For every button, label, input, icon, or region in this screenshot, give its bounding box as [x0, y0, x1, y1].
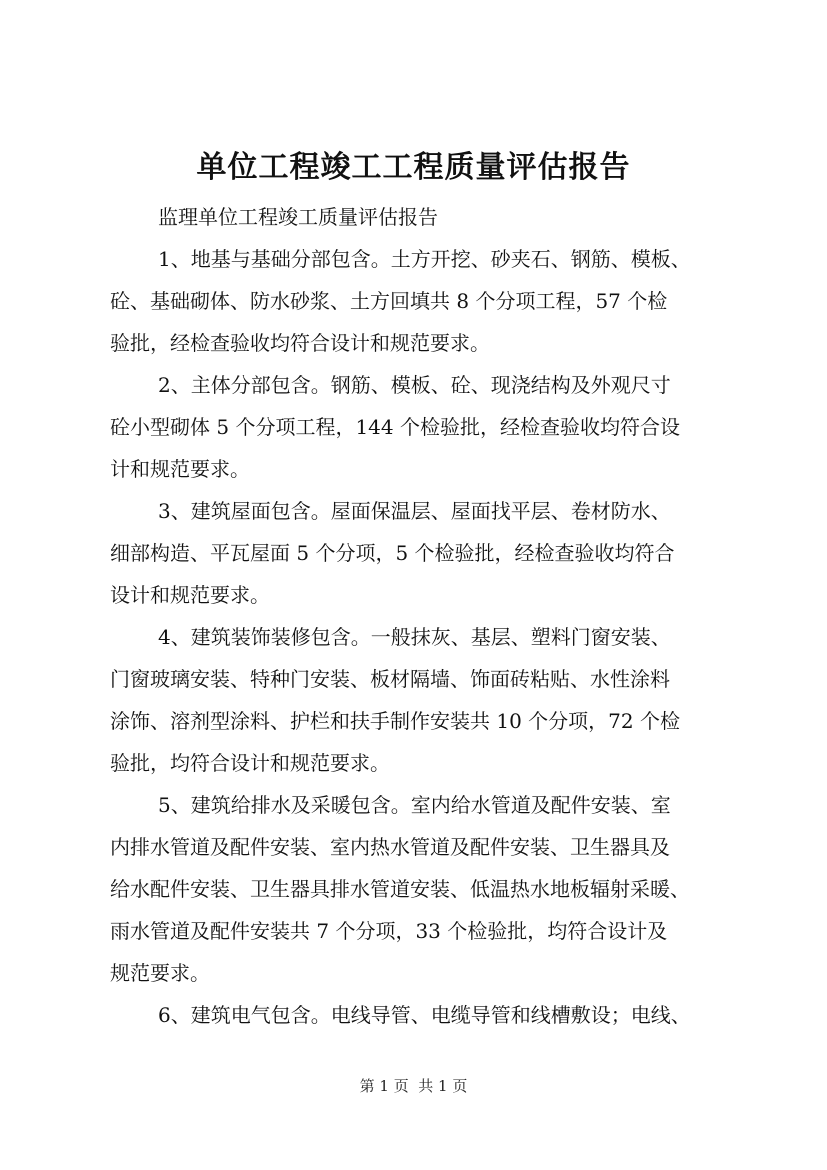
document-subtitle: 监理单位工程竣工质量评估报告: [158, 205, 438, 229]
page-footer: [0, 1076, 827, 1096]
body-text-line: 设计和规范要求。: [110, 583, 270, 607]
body-lines: [110, 238, 740, 1036]
body-text-line: 门窗玻璃安装、特种门安装、板材隔墙、饰面砖粘贴、水性涂料: [110, 667, 670, 691]
page-number-label: 第 1 页 共 1 页: [359, 1077, 468, 1095]
body-text-line: 4、建筑装饰装修包含。一般抹灰、基层、塑料门窗安装、: [158, 625, 671, 649]
document-title: 单位工程竣工工程质量评估报告: [196, 150, 631, 185]
body-text-line: 规范要求。: [110, 961, 210, 985]
body-text-line: 涂饰、溶剂型涂料、护栏和扶手制作安装共 10 个分项，72 个检: [110, 709, 680, 733]
document-body: [110, 196, 740, 1036]
body-text-line: 细部构造、平瓦屋面 5 个分项，5 个检验批，经检查验收均符合: [110, 541, 675, 565]
body-text-line: 3、建筑屋面包含。屋面保温层、屋面找平层、卷材防水、: [158, 499, 671, 523]
body-text-line: 6、建筑电气包含。电线导管、电缆导管和线槽敷设；电线、: [158, 1003, 691, 1027]
body-text-line: 给水配件安装、卫生器具排水管道安装、低温热水地板辐射采暖、: [110, 877, 690, 901]
body-text-line: 计和规范要求。: [110, 457, 250, 481]
body-text-line: 验批，均符合设计和规范要求。: [110, 751, 390, 775]
body-text-line: 2、主体分部包含。钢筋、模板、砼、现浇结构及外观尺寸: [158, 373, 671, 397]
body-text-line: 1、地基与基础分部包含。土方开挖、砂夹石、钢筋、模板、: [158, 247, 691, 271]
body-text-line: 砼小型砌体 5 个分项工程，144 个检验批，经检查验收均符合设: [110, 415, 680, 439]
body-text-line: 砼、基础砌体、防水砂浆、土方回填共 8 个分项工程，57 个检: [110, 289, 668, 313]
body-text-line: 雨水管道及配件安装共 7 个分项，33 个检验批，均符合设计及: [110, 919, 668, 943]
body-text-line: 内排水管道及配件安装、室内热水管道及配件安装、卫生器具及: [110, 835, 670, 859]
body-text-line: 5、建筑给排水及采暖包含。室内给水管道及配件安装、室: [158, 793, 671, 817]
body-text-line: 验批，经检查验收均符合设计和规范要求。: [110, 331, 490, 355]
